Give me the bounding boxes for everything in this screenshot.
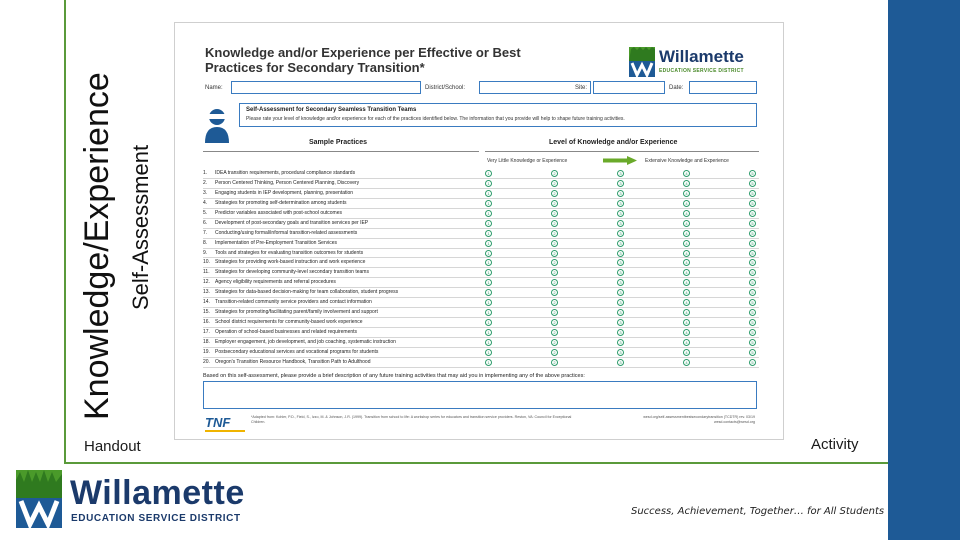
tnf-logo: TNF <box>205 415 231 430</box>
practice-number: 4. <box>203 199 208 206</box>
name-label: Name: <box>205 85 223 91</box>
rating-option[interactable]: 2 <box>551 309 558 316</box>
practice-number: 11. <box>203 269 210 276</box>
site-label: Site: <box>575 85 588 91</box>
rating-option[interactable]: 4 <box>683 309 690 316</box>
table-row <box>203 219 759 229</box>
rating-option[interactable]: 4 <box>683 240 690 247</box>
willamette-logo-icon <box>629 47 655 77</box>
rating-option[interactable]: 5 <box>749 250 756 257</box>
practice-number: 3. <box>203 189 208 196</box>
practice-number: 5. <box>203 209 208 216</box>
rating-option[interactable]: 4 <box>683 349 690 356</box>
future-training-textarea[interactable] <box>203 381 757 409</box>
rating-option[interactable]: 4 <box>683 259 690 266</box>
rating-option[interactable]: 4 <box>683 210 690 217</box>
practice-number: 20. <box>203 358 210 365</box>
rating-option[interactable]: 5 <box>749 190 756 197</box>
table-row <box>203 249 759 259</box>
self-assessment-title: Self-Assessment for Secondary Seamless Transition Teams <box>246 107 417 113</box>
table-row <box>203 328 759 338</box>
practice-number: 18. <box>203 338 210 345</box>
rating-option[interactable]: 2 <box>551 250 558 257</box>
date-label: Date: <box>669 85 684 91</box>
table-row <box>203 239 759 249</box>
practice-text: School district requirements for community-based work experience <box>215 319 363 326</box>
self-assessment-description: Please rate your level of knowledge and/or experience for each of the practices identified below. The information that you provide will help to shape future training activities. <box>246 116 625 122</box>
table-row <box>203 318 759 328</box>
practice-text: Transition-related community service providers and contact information <box>215 299 372 306</box>
practice-text: Postsecondary educational services and vocational programs for students <box>215 348 379 355</box>
logo-subtitle: EDUCATION SERVICE DISTRICT <box>71 513 241 524</box>
rating-option[interactable]: 1 <box>485 220 492 227</box>
rating-option[interactable]: 3 <box>617 359 624 366</box>
rating-option[interactable]: 2 <box>551 289 558 296</box>
practice-text: Implementation of Pre-Employment Transition Services <box>215 239 337 246</box>
table-row <box>203 298 759 308</box>
practice-number: 2. <box>203 179 208 186</box>
citation: *Adapted from: Kohler, P.D., Field, S., Izzo, M. & Johnson, J.R. (1999). Transition from school to life: A workshop series for educators and transition service providers. Reston, VA: Council for Exceptional Children. <box>251 415 572 424</box>
practice-number: 9. <box>203 249 208 256</box>
practice-number: 7. <box>203 229 208 236</box>
document-logo-name: Willamette <box>659 47 744 66</box>
horizontal-divider <box>64 462 888 464</box>
rating-option[interactable]: 3 <box>617 269 624 276</box>
table-row <box>203 338 759 348</box>
practice-text: Agency eligibility requirements and referral procedures <box>215 279 336 286</box>
practice-text: Operation of school-based businesses and related requirements <box>215 329 358 335</box>
document-logo-sub: EDUCATION SERVICE DISTRICT <box>659 68 744 74</box>
tagline: Success, Achievement, Together… for All Students <box>631 506 885 517</box>
rating-option[interactable]: 4 <box>683 269 690 276</box>
district-label: District/School: <box>425 85 466 91</box>
practice-text: Strategies for promoting self-determination among students <box>215 199 347 206</box>
handout-label: Handout <box>84 438 141 455</box>
rating-option[interactable]: 1 <box>485 329 492 336</box>
rating-option[interactable]: 3 <box>617 279 624 286</box>
vertical-divider <box>64 0 66 462</box>
activity-label: Activity <box>811 436 859 453</box>
table-row <box>203 278 759 288</box>
table-row <box>203 209 759 219</box>
rating-option[interactable]: 1 <box>485 230 492 237</box>
table-row <box>203 189 759 199</box>
practice-text: Person Centered Thinking, Person Centered Planning, Discovery <box>215 179 360 186</box>
logo-name: Willamette <box>70 474 245 512</box>
table-row <box>203 358 759 368</box>
rating-option[interactable]: 3 <box>617 289 624 296</box>
practice-number: 19. <box>203 348 210 355</box>
rating-option[interactable]: 4 <box>683 289 690 296</box>
practice-number: 10. <box>203 259 210 266</box>
rating-option[interactable]: 3 <box>617 309 624 316</box>
rating-option[interactable]: 2 <box>551 359 558 366</box>
rating-option[interactable]: 5 <box>749 200 756 207</box>
rating-option[interactable]: 5 <box>749 170 756 177</box>
rating-option[interactable]: 2 <box>551 259 558 266</box>
rating-option[interactable]: 3 <box>617 230 624 237</box>
rating-option[interactable]: 5 <box>749 180 756 187</box>
rating-option[interactable]: 3 <box>617 319 624 326</box>
table-row <box>203 308 759 318</box>
rating-option[interactable]: 3 <box>617 250 624 257</box>
rating-option[interactable]: 2 <box>551 339 558 346</box>
vertical-subtitle: Self-Assessment <box>128 144 153 310</box>
rating-option[interactable]: 4 <box>683 200 690 207</box>
rating-option[interactable]: 1 <box>485 279 492 286</box>
rating-option[interactable]: 3 <box>617 299 624 306</box>
willamette-logo-icon <box>16 470 62 528</box>
rating-option[interactable]: 5 <box>749 329 756 336</box>
rating-option[interactable]: 2 <box>551 329 558 336</box>
table-row <box>203 268 759 278</box>
rating-option[interactable]: 2 <box>551 279 558 286</box>
table-row <box>203 199 759 209</box>
document-logo <box>629 47 759 79</box>
practice-text: Strategies for promoting/facilitating parent/family involvement and support <box>215 309 378 316</box>
rating-option[interactable]: 3 <box>617 180 624 187</box>
rating-option[interactable]: 1 <box>485 359 492 366</box>
site-field[interactable] <box>593 81 665 94</box>
rating-option[interactable]: 1 <box>485 309 492 316</box>
rating-option[interactable]: 5 <box>749 289 756 296</box>
rating-option[interactable]: 3 <box>617 200 624 207</box>
rating-option[interactable]: 3 <box>617 220 624 227</box>
rating-option[interactable]: 1 <box>485 319 492 326</box>
rating-option[interactable]: 1 <box>485 250 492 257</box>
rating-option[interactable]: 5 <box>749 220 756 227</box>
rating-option[interactable]: 5 <box>749 269 756 276</box>
rating-option[interactable]: 1 <box>485 269 492 276</box>
practice-text: Oregon's Transition Resource Handbook, Transition Path to Adulthood <box>215 358 371 365</box>
rating-option[interactable]: 1 <box>485 299 492 306</box>
practice-text: Strategies for providing work-based instruction and work experience <box>215 259 366 266</box>
rating-option[interactable]: 4 <box>683 170 690 177</box>
scale-low-label: Very Little Knowledge or Experience <box>487 158 568 164</box>
practice-number: 6. <box>203 219 208 226</box>
handout-document <box>174 22 784 440</box>
right-accent-bar <box>888 0 960 540</box>
table-row <box>203 288 759 298</box>
rating-option[interactable]: 5 <box>749 339 756 346</box>
table-row <box>203 169 759 179</box>
rating-option[interactable]: 2 <box>551 299 558 306</box>
person-icon <box>203 107 231 143</box>
table-row <box>203 229 759 239</box>
document-title: Knowledge and/or Experience per Effective or Best Practices for Secondary Transition* <box>205 45 521 75</box>
citation-right: wesd.org/self-assessmentbestsecondarytransition (TCDTR) rev. 03/19 wesd.contacts@wesd.org <box>643 415 755 424</box>
rating-option[interactable]: 1 <box>485 200 492 207</box>
rating-option[interactable]: 2 <box>551 240 558 247</box>
rating-option[interactable]: 1 <box>485 339 492 346</box>
table-row <box>203 179 759 189</box>
rating-option[interactable]: 3 <box>617 339 624 346</box>
rating-option[interactable]: 1 <box>485 289 492 296</box>
practice-text: Engaging students in IEP development, planning, presentation <box>215 189 354 196</box>
rating-option[interactable]: 5 <box>749 259 756 266</box>
rating-option[interactable]: 1 <box>485 190 492 197</box>
practice-number: 13. <box>203 289 210 296</box>
rating-option[interactable]: 4 <box>683 319 690 326</box>
rating-option[interactable]: 3 <box>617 259 624 266</box>
rating-option[interactable]: 3 <box>617 170 624 177</box>
practice-number: 14. <box>203 299 210 306</box>
rating-option[interactable]: 5 <box>749 299 756 306</box>
rating-option[interactable]: 5 <box>749 359 756 366</box>
rating-option[interactable]: 1 <box>485 259 492 266</box>
table-row <box>203 258 759 268</box>
rating-option[interactable]: 3 <box>617 190 624 197</box>
rating-option[interactable]: 1 <box>485 240 492 247</box>
practice-text: Strategies for developing community-level secondary transition teams <box>215 269 369 276</box>
rating-option[interactable]: 4 <box>683 299 690 306</box>
rating-option[interactable]: 2 <box>551 220 558 227</box>
scale-high-label: Extensive Knowledge and Experience <box>645 158 729 164</box>
rating-option[interactable]: 1 <box>485 170 492 177</box>
practices-header-line <box>203 151 479 152</box>
rating-option[interactable]: 4 <box>683 190 690 197</box>
practice-number: 1. <box>203 170 208 176</box>
tnf-underline <box>205 430 245 432</box>
level-column-header: Level of Knowledge and/or Experience <box>549 139 678 146</box>
rating-option[interactable]: 4 <box>683 339 690 346</box>
practices-table <box>203 169 759 368</box>
practice-text: Tools and strategies for evaluating transition outcomes for students <box>215 249 364 256</box>
practice-number: 16. <box>203 319 210 326</box>
self-assessment-box <box>239 103 757 127</box>
rating-option[interactable]: 2 <box>551 349 558 356</box>
practices-column-header: Sample Practices <box>309 139 367 146</box>
rating-option[interactable]: 2 <box>551 170 558 177</box>
practice-text: Employer engagement, job development, and job coaching, systematic instruction <box>215 338 396 345</box>
rating-option[interactable]: 2 <box>551 190 558 197</box>
level-header-line <box>485 151 759 152</box>
rating-option[interactable]: 5 <box>749 349 756 356</box>
rating-option[interactable]: 4 <box>683 180 690 187</box>
name-field[interactable] <box>231 81 421 94</box>
practice-text: IDEA transition requirements, procedural compliance standards <box>215 170 356 176</box>
rating-option[interactable]: 4 <box>683 250 690 257</box>
practice-number: 12. <box>203 279 210 286</box>
arrow-right-icon <box>603 156 637 165</box>
practice-text: Predictor variables associated with post-school outcomes <box>215 209 343 216</box>
rating-option[interactable]: 4 <box>683 329 690 336</box>
vertical-title: Knowledge/Experience <box>78 72 116 420</box>
rating-option[interactable]: 5 <box>749 240 756 247</box>
practice-number: 8. <box>203 239 208 246</box>
practice-number: 15. <box>203 309 210 316</box>
rating-option[interactable]: 5 <box>749 230 756 237</box>
rating-option[interactable]: 5 <box>749 309 756 316</box>
rating-option[interactable]: 4 <box>683 359 690 366</box>
rating-option[interactable]: 4 <box>683 230 690 237</box>
rating-option[interactable]: 1 <box>485 349 492 356</box>
practice-text: Conducting/using formal/informal transition-related assessments <box>215 229 358 236</box>
rating-option[interactable]: 2 <box>551 180 558 187</box>
rating-option[interactable]: 5 <box>749 279 756 286</box>
based-on-prompt: Based on this self-assessment, please provide a brief description of any future training activities that may aid you in implementing any of the above practices: <box>203 373 585 379</box>
practice-number: 17. <box>203 329 210 335</box>
rating-option[interactable]: 2 <box>551 200 558 207</box>
rating-option[interactable]: 4 <box>683 220 690 227</box>
rating-option[interactable]: 5 <box>749 319 756 326</box>
rating-option[interactable]: 1 <box>485 180 492 187</box>
date-field[interactable] <box>689 81 757 94</box>
rating-option[interactable]: 2 <box>551 230 558 237</box>
rating-option[interactable]: 2 <box>551 210 558 217</box>
rating-option[interactable]: 3 <box>617 240 624 247</box>
practice-text: Strategies for data-based decision-making for team collaboration, student progress <box>215 289 399 296</box>
rating-option[interactable]: 3 <box>617 349 624 356</box>
rating-option[interactable]: 3 <box>617 329 624 336</box>
table-row <box>203 348 759 358</box>
rating-option[interactable]: 5 <box>749 210 756 217</box>
practice-text: Development of post-secondary goals and transition services per IEP <box>215 219 369 226</box>
rating-option[interactable]: 2 <box>551 269 558 276</box>
rating-option[interactable]: 1 <box>485 210 492 217</box>
rating-option[interactable]: 2 <box>551 319 558 326</box>
rating-option[interactable]: 4 <box>683 279 690 286</box>
rating-option[interactable]: 3 <box>617 210 624 217</box>
